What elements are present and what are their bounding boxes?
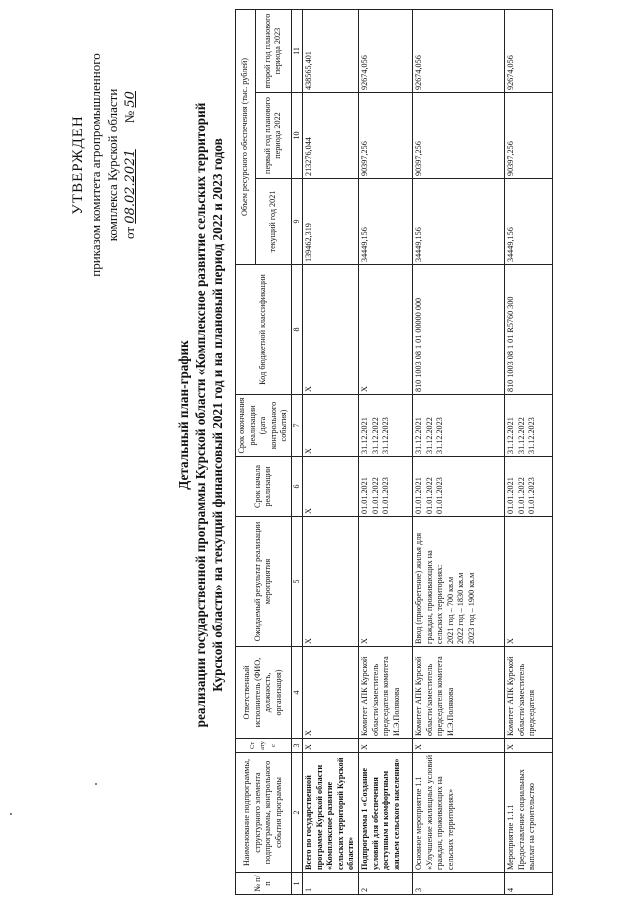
cell-2023: 92674,056 [413,10,505,93]
cell-num: 3 [413,873,505,895]
cell-status: Х [505,739,553,753]
header-start: Срок начала реализации [236,457,292,517]
numbering-row [291,10,303,895]
cell-num: 2 [359,873,413,895]
approval-line: приказом комитета агропромышленного [88,53,103,277]
title-line: реализации государственной программы Курской области «Комплексное развитие сельских территорий [193,102,208,728]
cell-2023: 92674,056 [359,10,413,93]
cell-status: Х [303,739,359,753]
col-number: 7 [291,395,303,457]
col-number: 5 [291,517,303,647]
plan-table [235,9,553,895]
cell-executor: Комитет АПК Курской области/заместитель председателя комитета И.Э.Полякова [359,647,413,739]
header-executor: Ответственный исполнитель (ФИО, должность, организация) [236,647,292,739]
cell-2021: 34449,156 [359,179,413,265]
cell-kbk: Х [359,265,413,395]
table-row [359,10,413,895]
cell-end: 31.12.2021 31.12.2022 31.12.2023 [413,395,505,457]
cell-result: Х [303,517,359,647]
cell-num: 1 [303,873,359,895]
cell-kbk: 810 1003 08 1 01 00000 000 [413,265,505,395]
cell-start: 01.01.2021 01.01.2022 01.01.2023 [359,457,413,517]
header-num: № п/п [236,873,292,895]
cell-end: 31.12.2021 31.12.2022 31.12.2023 [359,395,413,457]
cell-kbk: Х [303,265,359,395]
scan-speck [95,783,97,785]
cell-start: Х [303,457,359,517]
col-number: 10 [291,93,303,179]
approval-line: комплекса Курской области [105,88,120,242]
title-line: Детальный план-график [176,340,191,490]
cell-executor: Комитет АПК Курской области/заместитель председателя [505,647,553,739]
cell-num: 4 [505,873,553,895]
handwritten-number: 50 [123,91,138,108]
cell-name: Подпрограмма 1 «Создание условий для обеспечения доступным и комфортным жильем сельского населения» [359,753,413,873]
header-kbk: Код бюджетной классификации [236,265,292,395]
cell-executor: Комитет АПК Курской области/заместитель председателя комитета И.Э.Полякова [413,647,505,739]
cell-2022: 90397,256 [413,93,505,179]
cell-name: Мероприятие 1.1.1 Предоставление социальных выплат на строительство [505,753,553,873]
cell-2021: 34449,156 [505,179,553,265]
cell-2022: 90397,256 [359,93,413,179]
cell-start: 01.01.2021 01.01.2022 01.01.2023 [413,457,505,517]
cell-executor: Х [303,647,359,739]
cell-name: Основное мероприятие 1.1 «Улучшение жилищных условий граждан, проживающих на сельских территориях» [413,753,505,873]
header-row [236,10,256,895]
cell-result: Х [505,517,553,647]
header-2021: текущий год 2021 [255,179,291,265]
header-name: Наименование подпрограммы, структурного элемента подпрограммы, контрольного события программы [236,753,292,873]
approval-date-line [121,30,139,300]
cell-result: Ввод (приобретение) жилья для граждан, проживающих на сельских территориях: 2021 год – 700 кв.м 2022 год – 1830 кв.м 2023 год – 1900 кв.м [413,517,505,647]
col-number: 8 [291,265,303,395]
scan-speck [10,813,12,815]
col-number: 9 [291,179,303,265]
cell-start: 01.01.2021 01.01.2022 01.01.2023 [505,457,553,517]
header-result: Ожидаемый результат реализации мероприятия [236,517,292,647]
header-status: Статус [236,739,292,753]
document-title [175,35,226,795]
cell-end: 31.12.2021 31.12.2022 31.12.2023 [505,395,553,457]
cell-2023: 92674,056 [505,10,553,93]
number-prefix: № [122,110,137,124]
cell-kbk: 810 1003 08 1 01 R5760 300 [505,265,553,395]
table-row [413,10,505,895]
cell-2023: 438565,401 [303,10,359,93]
cell-2022: 213276,044 [303,93,359,179]
cell-result: Х [359,517,413,647]
date-prefix: от [122,226,137,239]
header-volume: Объем ресурсного обеспечения (тыс. рублей) [236,10,256,265]
cell-status: Х [359,739,413,753]
table-row [303,10,359,895]
cell-name: Всего по государственной программе Курской области «Комплексное развитие сельских территорий Курской области» [303,753,359,873]
col-number: 6 [291,457,303,517]
cell-2021: 34449,156 [413,179,505,265]
header-2022: первый год планового периода 2022 [255,93,291,179]
table-row [505,10,553,895]
col-number: 1 [291,873,303,895]
header-2023: второй год планового периода 2023 [255,10,291,93]
cell-2021: 139462,319 [303,179,359,265]
approval-title: УТВЕРЖДЕН [70,115,86,215]
approval-block [70,30,139,300]
header-end: Срок окончания реализации (дата контрольного события) [236,395,292,457]
cell-end: Х [303,395,359,457]
cell-2022: 90397,256 [505,93,553,179]
col-number: 4 [291,647,303,739]
cell-status: Х [413,739,505,753]
col-number: 3 [291,739,303,753]
title-line: Курской области» на текущий финансовый 2021 год и на плановый период 2022 и 2023 годов [210,138,225,692]
col-number: 11 [291,10,303,93]
handwritten-date: 08.02.2021 [123,149,138,224]
col-number: 2 [291,753,303,873]
